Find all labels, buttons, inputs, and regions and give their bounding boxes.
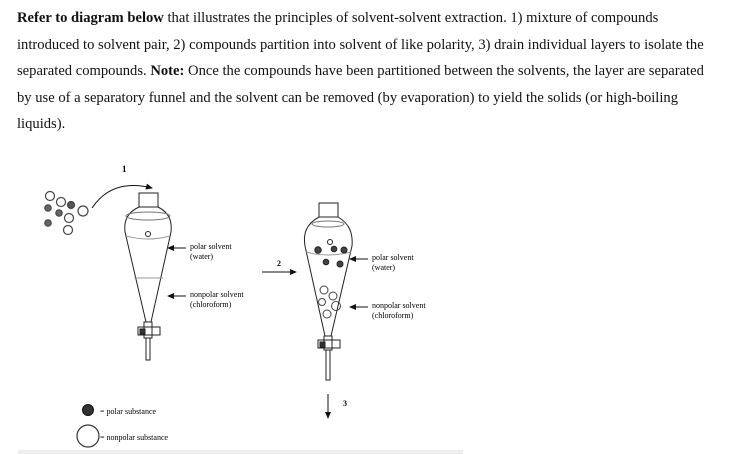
extraction-diagram [0, 150, 730, 454]
polar-legend-label: = polar substance [100, 407, 157, 416]
lead-bold-text: Refer to diagram below [17, 10, 164, 26]
left-polar-sublabel: (water) [190, 252, 214, 261]
compound-mixture [45, 192, 88, 235]
nonpolar-legend-symbol [77, 425, 99, 447]
right-nonpolar-label: nonpolar solvent [372, 301, 426, 310]
polar-legend-symbol [83, 405, 94, 416]
image-bottom-edge [18, 450, 463, 454]
instruction-paragraph [17, 5, 717, 138]
right-separatory-funnel [304, 203, 352, 380]
nonpolar-legend-label: = nonpolar substance [100, 433, 169, 442]
lead-text: that illustrates the principles of solvent-solvent extraction. 1) mixture of compounds introduced to solvent pair, 2) compounds partition into solvent of like polarity, 3) drain individual layers to isolate the separated compounds. [17, 10, 704, 80]
step3-number: 3 [343, 399, 347, 408]
step2-number: 2 [277, 259, 281, 268]
step1-arrow [92, 186, 152, 209]
note-label: Note: [150, 63, 185, 80]
step1-number: 1 [122, 164, 127, 174]
right-polar-substances [315, 240, 347, 268]
right-nonpolar-sublabel: (chloroform) [372, 311, 414, 320]
note-text: Once the compounds have been partitioned between the solvents, the layer are separated by use of a separatory funnel and the solvent can be removed (by evaporation) to yield the solids (or high-boiling liquids). [17, 63, 704, 133]
left-nonpolar-label: nonpolar solvent [190, 290, 244, 299]
left-separatory-funnel [125, 193, 171, 360]
right-polar-label: polar solvent [372, 253, 414, 262]
right-nonpolar-substances [319, 286, 341, 318]
right-polar-sublabel: (water) [372, 263, 396, 272]
left-polar-label: polar solvent [190, 242, 232, 251]
left-nonpolar-sublabel: (chloroform) [190, 300, 232, 309]
